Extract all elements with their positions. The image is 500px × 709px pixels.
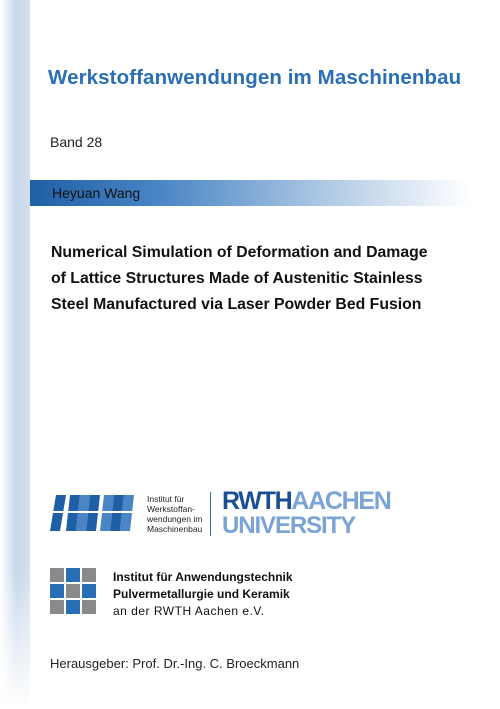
publisher: Herausgeber: Prof. Dr.-Ing. C. Broeckmann [50,656,300,671]
logo-divider [210,492,211,536]
rwth-logo-line1 [222,487,391,515]
author-name: Heyuan Wang [52,185,141,201]
book-title [51,240,471,318]
iapk-logo-text [113,569,293,620]
iwm-logo [50,492,142,534]
book-title-line: of Lattice Structures Made of Austenitic Stainless [51,270,423,287]
left-gradient-bar [0,0,30,709]
iwm-logo-text [147,494,217,534]
book-title-line: Steel Manufactured via Laser Powder Bed Fusion [51,296,422,313]
iwm-text-line: Maschinenbau [147,524,203,534]
rwth-logo [222,487,391,539]
iwm-text-line: Werkstoffan- [147,504,195,514]
volume-number: Band 28 [50,134,103,150]
iapk-logo-block [50,584,64,598]
iapk-logo-block [50,568,64,582]
series-title: Werkstoffanwendungen im Maschinenbau [48,66,462,89]
iapk-logo-block [82,584,96,598]
iapk-logo-block [66,584,80,598]
rwth-logo-rwth: RWTH [222,487,292,515]
iapk-text-line: Institut für Anwendungstechnik [113,570,293,584]
iapk-logo-block [82,600,96,614]
rwth-logo-aachen: AACHEN [291,487,391,515]
iwm-logo-line [50,511,142,513]
book-title-line: Numerical Simulation of Deformation and Damage [51,244,428,261]
iapk-text-line: an der RWTH Aachen e.V. [113,604,265,618]
iapk-logo-block [66,568,80,582]
iapk-logo-block [50,600,64,614]
iwm-text-line: wendungen im [147,514,203,524]
iwm-text-line: Institut für [147,494,185,504]
rwth-logo-university: UNIVERSITY [222,512,356,539]
iapk-logo-block [82,568,96,582]
iapk-logo-block [66,600,80,614]
iapk-logo [50,568,98,614]
iapk-text-line: Pulvermetallurgie und Keramik [113,587,290,601]
